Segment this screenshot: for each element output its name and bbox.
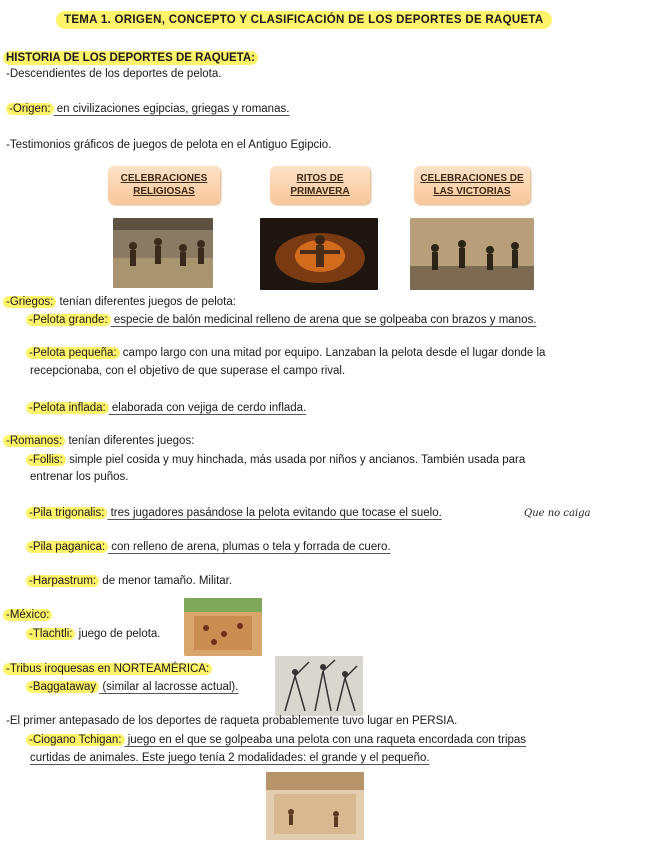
mexico-item-text: juego de pelota. [75, 628, 161, 640]
mexico-label: -México: [3, 609, 52, 621]
tribus-line [3, 662, 212, 676]
persia-item [26, 733, 526, 747]
persia-item-label: -Ciogano Tchigan: [26, 734, 125, 746]
tribus-item [26, 680, 238, 694]
persian-court-illustration [266, 772, 364, 840]
tribus-label: -Tribus iroquesas en NORTEAMÉRICA: [3, 663, 212, 675]
mexico-line [3, 608, 52, 622]
origen-label: -Origen: [6, 103, 54, 115]
romanos-item-2 [26, 506, 442, 520]
romanos-label: -Romanos: [3, 435, 65, 447]
romanos-line [3, 434, 194, 448]
box-celebraciones-victorias: CELEBRACIONES DE LAS VICTORIAS [414, 166, 530, 204]
romanos-item-2-label: -Pila trigonalis: [26, 507, 107, 519]
tribus-item-text: (similar al lacrosse actual). [99, 681, 239, 693]
romanos-text: tenían diferentes juegos: [65, 435, 195, 447]
testimonios-line: -Testimonios gráficos de juegos de pelota en el Antiguo Egipcio. [6, 139, 332, 151]
griegos-item-1-label: -Pelota grande: [26, 314, 111, 326]
origen-text: en civilizaciones egipcias, griegas y romanas. [53, 103, 290, 115]
griegos-item-3-label: -Pelota inflada: [26, 402, 109, 414]
romanos-item-1-label: -Follis: [26, 454, 66, 466]
griegos-line [3, 295, 236, 309]
tlachtli-photo [184, 598, 262, 656]
persia-line: -El primer antepasado de los deportes de raqueta probablemente tuvo lugar en PERSIA. [6, 715, 458, 727]
historia-heading: HISTORIA DE LOS DEPORTES DE RAQUETA: [3, 51, 258, 65]
romanos-item-1-text: simple piel cosida y muy hinchada, más usada por niños y ancianos. También usada para [65, 454, 526, 466]
persia-item-cont: curtidas de animales. Este juego tenía 2 modalidades: el grande y el pequeño. [30, 752, 430, 764]
romanos-item-2-text: tres jugadores pasándose la pelota evitando que tocase el suelo. [107, 507, 442, 519]
mexico-item-label: -Tlachtli: [26, 628, 75, 640]
spring-ritual-photo [260, 218, 378, 290]
romanos-item-4-text: de menor tamaño. Militar. [99, 575, 233, 587]
tribus-item-label: -Baggataway [26, 681, 99, 693]
egyptian-religious-photo [113, 218, 213, 288]
box-ritos-primavera: RITOS DE PRIMAVERA [270, 166, 370, 204]
romanos-item-3-text: con relleno de arena, plumas o tela y forrada de cuero. [108, 541, 391, 553]
griegos-item-2-cont: recepcionaba, con el objetivo de que superase el campo rival. [30, 365, 346, 377]
handwritten-note: Que no caiga [524, 508, 591, 519]
griegos-label: -Griegos: [3, 296, 56, 308]
origen-line [6, 102, 289, 116]
griegos-item-2 [26, 346, 545, 360]
griegos-item-3 [26, 401, 306, 415]
romanos-item-1-cont: entrenar los puños. [30, 471, 129, 483]
romanos-item-1 [26, 453, 525, 467]
baggataway-illustration [275, 656, 363, 716]
box-celebraciones-religiosas: CELEBRACIONES RELIGIOSAS [108, 166, 220, 204]
romanos-item-3-label: -Pila paganica: [26, 541, 108, 553]
page-title: TEMA 1. ORIGEN, CONCEPTO Y CLASIFICACIÓN DE LOS DEPORTES DE RAQUETA [56, 11, 552, 29]
griegos-item-2-label: -Pelota pequeña: [26, 347, 120, 359]
historia-line-1: -Descendientes de los deportes de pelota. [6, 68, 222, 80]
griegos-item-3-text: elaborada con vejiga de cerdo inflada. [108, 402, 307, 414]
griegos-item-2-text: campo largo con una mitad por equipo. Lanzaban la pelota desde el lugar donde la [119, 347, 546, 359]
victory-celebration-photo [410, 218, 534, 290]
persia-item-text: juego en el que se golpeaba una pelota con una raqueta encordada con tripas [124, 734, 527, 746]
mexico-item [26, 627, 161, 641]
griegos-item-1-text: especie de balón medicinal relleno de arena que se golpeaba con brazos y manos. [110, 314, 537, 326]
romanos-item-4-label: -Harpastrum: [26, 575, 99, 587]
romanos-item-4 [26, 574, 232, 588]
romanos-item-3 [26, 540, 391, 554]
griegos-item-1 [26, 313, 536, 327]
griegos-text: tenían diferentes juegos de pelota: [56, 296, 236, 308]
